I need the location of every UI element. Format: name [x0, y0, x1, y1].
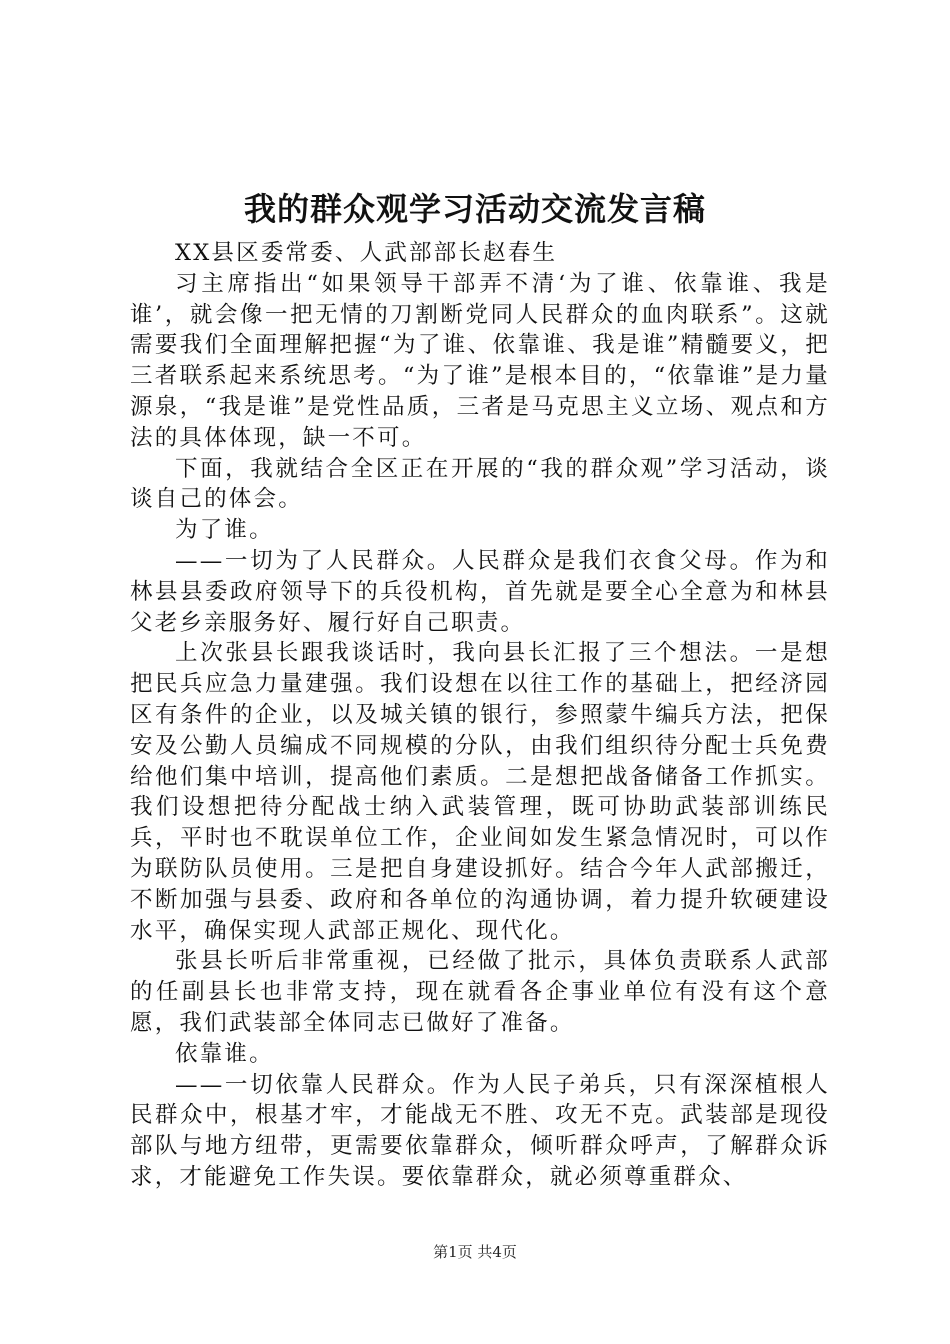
author-line: XX县区委常委、人武部部长赵春生 [175, 240, 558, 266]
paragraph: 习主席指出“如果领导干部弄不清‘为了谁、依靠谁、我是谁’，就会像一把无情的刀割断党同人民群众的血肉联系”。这就需要我们全面理解把握“为了谁、依靠谁、我是谁”精髓要义，把三者联系起来系统思考。“为了谁”是根本目的，“依靠谁”是力量源泉，“我是谁”是党性品质，三者是马克思主义立场、观点和方法的具体体现，缺一不可。 [130, 270, 830, 451]
page-footer: 第1页 共4页 [433, 1243, 517, 1261]
paragraph: ——一切依靠人民群众。作为人民子弟兵，只有深深植根人民群众中，根基才牢，才能战无不胜、攻无不克。武装部是现役部队与地方纽带，更需要依靠群众，倾听群众呼声，了解群众诉求，才能避免工作失误。要依靠群众，就必须尊重群众、 [130, 1071, 830, 1190]
document-body [130, 238, 830, 1193]
section-heading: 为了谁。 [175, 517, 274, 544]
document-title: 我的群众观学习活动交流发言稿 [243, 190, 706, 228]
section-heading: 依靠谁。 [175, 1040, 274, 1067]
paragraph: 上次张县长跟我谈话时，我向县长汇报了三个想法。一是想把民兵应急力量建强。我们设想在以往工作的基础上，把经济园区有条件的企业，以及城关镇的银行，参照蒙牛编兵方法，把保安及公勤人员编成不同规模的分队，由我们组织待分配士兵免费给他们集中培训，提高他们素质。二是想把战备储备工作抓实。我们设想把待分配战士纳入武装管理，既可协助武装部训练民兵，平时也不耽误单位工作，企业间如发生紧急情况时，可以作为联防队员使用。三是把自身建设抓好。结合今年人武部搬迁，不断加强与县委、政府和各单位的沟通协调，着力提升软硬建设水平，确保实现人武部正规化、现代化。 [130, 640, 830, 944]
paragraph: 张县长听后非常重视，已经做了批示，具体负责联系人武部的任副县长也非常支持，现在就看各企事业单位有没有这个意愿，我们武装部全体同志已做好了准备。 [130, 948, 830, 1036]
paragraph: 下面，我就结合全区正在开展的“我的群众观”学习活动，谈谈自己的体会。 [130, 455, 830, 513]
paragraph: ——一切为了人民群众。人民群众是我们衣食父母。作为和林县县委政府领导下的兵役机构，首先就是要全心全意为和林县父老乡亲服务好、履行好自己职责。 [130, 547, 830, 636]
